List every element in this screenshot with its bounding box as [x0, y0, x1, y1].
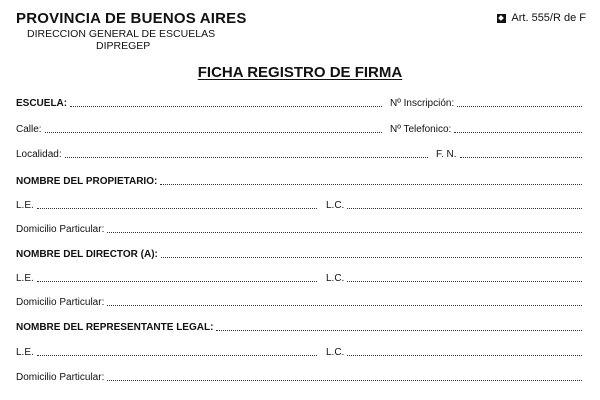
telefonico-input-line[interactable]	[454, 132, 582, 133]
director-name-field[interactable]	[16, 249, 586, 261]
propietario-domicilio-field[interactable]	[16, 224, 586, 236]
fn-input-line[interactable]	[460, 157, 582, 158]
localidad-input-line[interactable]	[65, 157, 428, 158]
director-domicilio-input-line[interactable]	[107, 305, 582, 306]
inscripcion-field[interactable]	[390, 98, 586, 110]
director-heading: NOMBRE DEL DIRECTOR (A):	[16, 249, 158, 260]
propietario-heading: NOMBRE DEL PROPIETARIO:	[16, 176, 158, 187]
propietario-le-input-line[interactable]	[37, 208, 317, 209]
inscripcion-input-line[interactable]	[457, 106, 582, 107]
director-le-input-line[interactable]	[37, 281, 317, 282]
director-le-field[interactable]	[16, 273, 321, 285]
calle-field[interactable]	[16, 124, 386, 136]
director-domicilio-label: Domicilio Particular:	[16, 297, 105, 308]
representante-domicilio-label: Domicilio Particular:	[16, 372, 105, 383]
calle-label: Calle:	[16, 124, 42, 135]
representante-domicilio-field[interactable]	[16, 372, 586, 384]
representante-name-field[interactable]	[16, 322, 586, 334]
propietario-domicilio-input-line[interactable]	[107, 232, 582, 233]
fn-label: F. N.	[436, 149, 457, 160]
document-icon	[497, 14, 506, 23]
propietario-domicilio-label: Domicilio Particular:	[16, 224, 105, 235]
representante-le-label: L.E.	[16, 347, 34, 358]
representante-lc-label: L.C.	[326, 347, 345, 358]
inscripcion-label: Nº Inscripción:	[390, 98, 455, 109]
direction-subheading: DIRECCION GENERAL DE ESCUELAS	[27, 28, 216, 40]
department-subheading: DIPREGEP	[96, 40, 151, 52]
localidad-label: Localidad:	[16, 149, 62, 160]
fn-field[interactable]	[436, 149, 586, 161]
director-name-input-line[interactable]	[161, 257, 582, 258]
director-lc-input-line[interactable]	[347, 281, 582, 282]
representante-le-input-line[interactable]	[37, 355, 317, 356]
localidad-field[interactable]	[16, 149, 432, 161]
representante-lc-input-line[interactable]	[347, 355, 582, 356]
calle-input-line[interactable]	[45, 132, 382, 133]
article-reference	[497, 12, 586, 24]
propietario-lc-input-line[interactable]	[347, 208, 582, 209]
propietario-lc-field[interactable]	[326, 200, 586, 212]
escuela-label: ESCUELA:	[16, 98, 68, 109]
representante-lc-field[interactable]	[326, 347, 586, 359]
representante-name-input-line[interactable]	[216, 330, 582, 331]
form-title: FICHA REGISTRO DE FIRMA	[197, 64, 403, 81]
article-text: Art. 555/R de F	[511, 12, 586, 24]
director-domicilio-field[interactable]	[16, 297, 586, 309]
propietario-name-input-line[interactable]	[160, 184, 582, 185]
propietario-name-field[interactable]	[16, 176, 586, 188]
telefonico-label: Nº Telefonico:	[390, 124, 452, 135]
director-le-label: L.E.	[16, 273, 34, 284]
representante-domicilio-input-line[interactable]	[107, 380, 582, 381]
escuela-field[interactable]	[16, 98, 386, 110]
representante-heading: NOMBRE DEL REPRESENTANTE LEGAL:	[16, 322, 214, 333]
propietario-lc-label: L.C.	[326, 200, 345, 211]
representante-le-field[interactable]	[16, 347, 321, 359]
director-lc-field[interactable]	[326, 273, 586, 285]
propietario-le-field[interactable]	[16, 200, 321, 212]
propietario-le-label: L.E.	[16, 200, 34, 211]
director-lc-label: L.C.	[326, 273, 345, 284]
escuela-input-line[interactable]	[70, 106, 382, 107]
telefonico-field[interactable]	[390, 124, 586, 136]
province-heading: PROVINCIA DE BUENOS AIRES	[16, 10, 247, 27]
